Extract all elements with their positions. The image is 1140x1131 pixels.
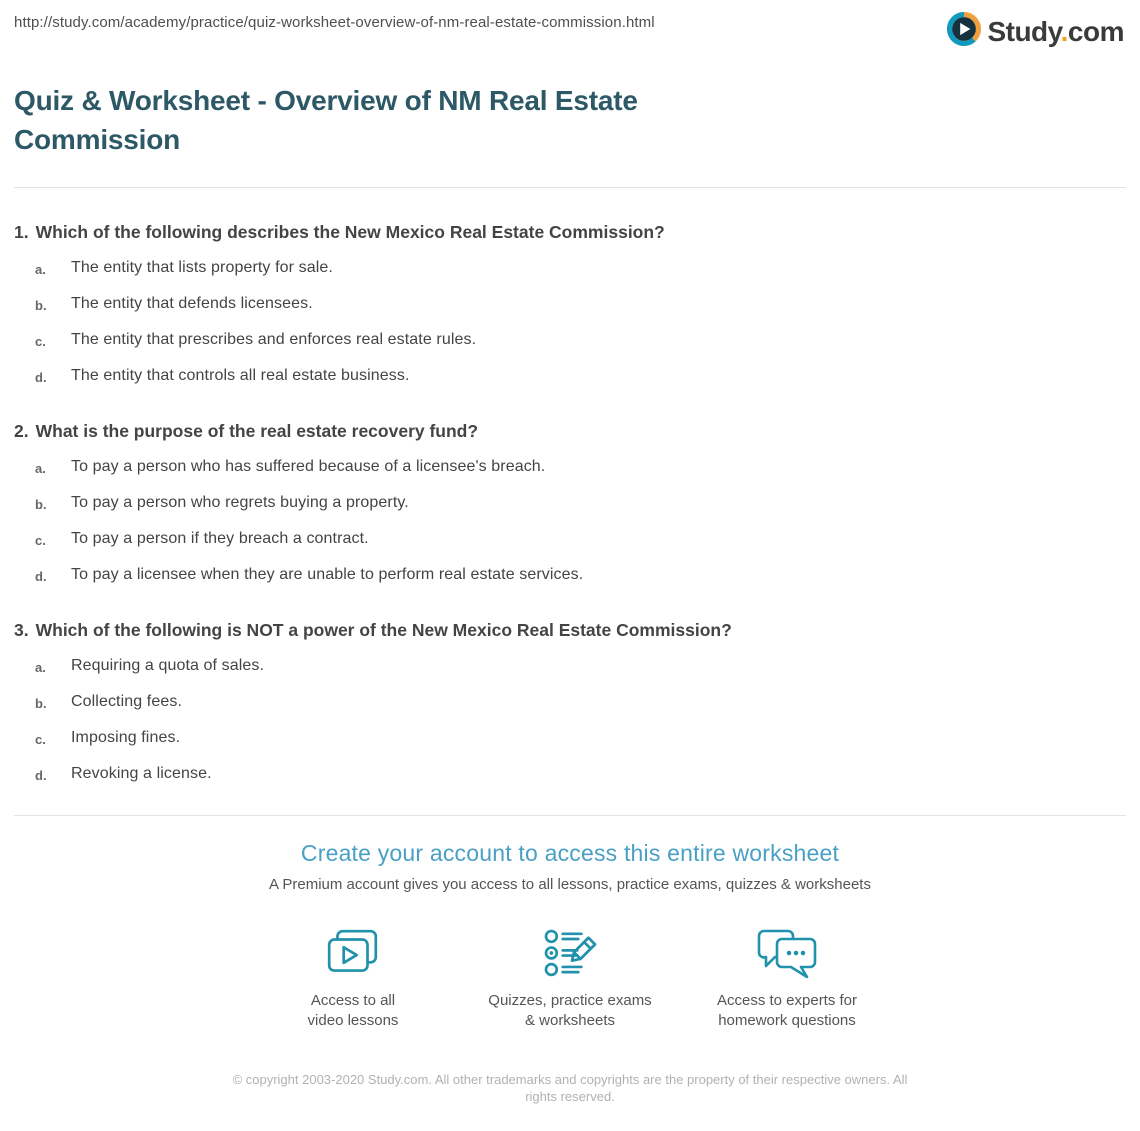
feature-label: Access to experts for homework questions: [716, 992, 858, 1029]
create-account-link[interactable]: Create your account to access this entire worksheet: [300, 840, 840, 866]
question-3: [14, 619, 1126, 785]
option-letter: d.: [35, 370, 47, 385]
option-letter: a.: [35, 262, 46, 277]
option-text: The entity that lists property for sale.: [71, 259, 333, 276]
answer-option: [14, 366, 1126, 387]
option-letter: a.: [35, 461, 46, 476]
feature-label: Quizzes, practice exams & worksheets: [488, 992, 652, 1029]
option-letter: c.: [35, 533, 46, 548]
answer-option: [14, 493, 1126, 514]
question-heading: 2. What is the purpose of the real estate recovery fund?: [14, 421, 479, 441]
answer-option: [14, 764, 1126, 785]
option-text: The entity that controls all real estate business.: [71, 367, 410, 384]
option-letter: b.: [35, 696, 47, 711]
feature-list: [14, 923, 1126, 1031]
question-1: [14, 221, 1126, 387]
studycom-logo-text: Study.com: [987, 15, 1124, 47]
answer-option: [14, 692, 1126, 713]
option-letter: d.: [35, 569, 47, 584]
feature-label: Access to all video lessons: [307, 992, 399, 1029]
option-text: The entity that prescribes and enforces real estate rules.: [71, 331, 477, 348]
play-circle-logo-icon: [947, 12, 981, 51]
option-text: Requiring a quota of sales.: [71, 657, 265, 674]
option-letter: b.: [35, 298, 47, 313]
option-text: To pay a person who has suffered because of a licensee's breach.: [71, 458, 546, 475]
option-letter: c.: [35, 334, 46, 349]
option-text: Collecting fees.: [71, 693, 182, 710]
feature-video-lessons: [245, 923, 462, 1031]
question-heading: 3. Which of the following is NOT a power of the New Mexico Real Estate Commission?: [14, 620, 732, 640]
answer-option: [14, 258, 1126, 279]
option-letter: d.: [35, 768, 47, 783]
question-2: [14, 420, 1126, 586]
chat-experts-icon: [679, 923, 896, 985]
option-text: To pay a person if they breach a contract.: [71, 530, 369, 547]
answer-option: [14, 728, 1126, 749]
option-letter: a.: [35, 660, 46, 675]
answer-option: [14, 457, 1126, 478]
quiz-questions: [14, 221, 1126, 785]
option-text: To pay a person who regrets buying a property.: [71, 494, 409, 511]
option-text: Imposing fines.: [71, 729, 181, 746]
option-text: The entity that defends licensees.: [71, 295, 313, 312]
option-text: Revoking a license.: [71, 765, 212, 782]
feature-quizzes-worksheets: [462, 923, 679, 1031]
answer-option: [14, 294, 1126, 315]
answer-option: [14, 330, 1126, 351]
video-lessons-icon: [245, 923, 462, 985]
page-url: http://study.com/academy/practice/quiz-worksheet-overview-of-nm-real-estate-commission.html: [14, 14, 655, 31]
cta-subtitle: A Premium account gives you access to all lessons, practice exams, quizzes & worksheets: [269, 876, 871, 893]
quizzes-worksheets-icon: [462, 923, 679, 985]
copyright-notice: © copyright 2003-2020 Study.com. All other trademarks and copyrights are the property of their respective owners. All rights reserved.: [232, 1072, 908, 1104]
header: [14, 0, 1126, 51]
answer-option: [14, 529, 1126, 550]
answer-option: [14, 565, 1126, 586]
feature-expert-help: [679, 923, 896, 1031]
divider: [14, 187, 1126, 188]
studycom-logo[interactable]: [947, 12, 1124, 51]
option-letter: b.: [35, 497, 47, 512]
answer-option: [14, 656, 1126, 677]
cta-section: [14, 840, 1126, 1131]
option-text: To pay a licensee when they are unable to perform real estate services.: [71, 566, 584, 583]
divider: [14, 815, 1126, 816]
option-letter: c.: [35, 732, 46, 747]
page-title: Quiz & Worksheet - Overview of NM Real Estate Commission: [14, 85, 638, 155]
question-heading: 1. Which of the following describes the New Mexico Real Estate Commission?: [14, 222, 665, 242]
